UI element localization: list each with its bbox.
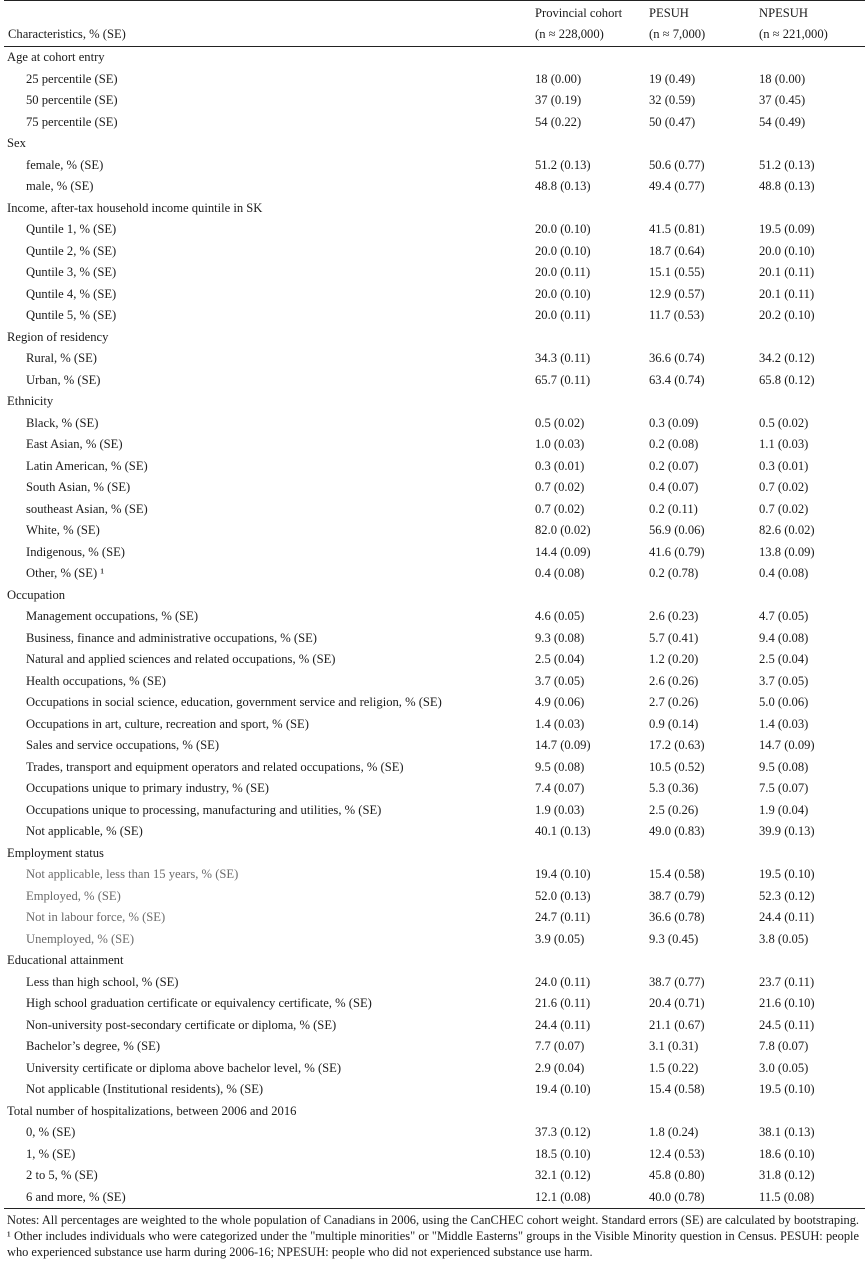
cell-value: 7.4 (0.07)	[535, 781, 585, 795]
table-row	[4, 671, 865, 693]
cell-value: 45.8 (0.80)	[649, 1168, 705, 1182]
cell-value: 19.5 (0.09)	[759, 222, 815, 236]
cell-value: 38.7 (0.79)	[649, 888, 705, 903]
table-row	[4, 370, 865, 392]
row-label: Occupations in art, culture, recreation and sport, % (SE)	[26, 716, 309, 731]
cell-value: 2.6 (0.26)	[649, 673, 699, 688]
cell-value: 21.6 (0.10)	[759, 996, 815, 1010]
cell-value: 32 (0.59)	[649, 93, 696, 107]
cell-value: 41.5 (0.81)	[649, 222, 705, 236]
row-label: Less than high school, % (SE)	[26, 974, 179, 989]
table-row	[4, 778, 865, 800]
row-label: East Asian, % (SE)	[26, 437, 123, 451]
section-label: Region of residency	[7, 329, 109, 344]
cell-value: 24.4 (0.11)	[759, 910, 815, 924]
table-row	[4, 434, 865, 456]
cell-value: 4.7 (0.05)	[759, 609, 809, 623]
cell-value: 19.4 (0.10)	[535, 1082, 591, 1096]
row-label: High school graduation certificate or equivalency certificate, % (SE)	[26, 996, 372, 1010]
characteristics-table-container	[4, 0, 865, 1260]
cell-value: 19.5 (0.10)	[759, 867, 815, 881]
cell-value: 0.3 (0.09)	[649, 415, 699, 430]
characteristics-table	[4, 0, 865, 1209]
table-row	[4, 348, 865, 370]
cell-value: 49.4 (0.77)	[649, 179, 705, 193]
table-row	[4, 1187, 865, 1209]
cell-value: 51.2 (0.13)	[535, 157, 591, 172]
row-label: Business, finance and administrative occupations, % (SE)	[26, 630, 317, 645]
section-label: Employment status	[7, 845, 104, 860]
cell-value: 20.0 (0.10)	[535, 243, 591, 258]
cell-value: 0.9 (0.14)	[649, 716, 699, 731]
table-row	[4, 542, 865, 564]
cell-value: 2.7 (0.26)	[649, 695, 699, 709]
table-row	[4, 563, 865, 585]
cell-value: 36.6 (0.78)	[649, 910, 705, 924]
cell-value: 0.5 (0.02)	[759, 415, 809, 430]
table-row	[4, 1165, 865, 1187]
table-body	[4, 47, 865, 1209]
table-row	[4, 284, 865, 306]
cell-value: 19.5 (0.10)	[759, 1082, 815, 1096]
row-label: Not in labour force, % (SE)	[26, 910, 166, 924]
cell-value: 10.5 (0.52)	[649, 759, 705, 774]
cell-value: 37.3 (0.12)	[535, 1125, 591, 1139]
cell-value: 54 (0.22)	[535, 114, 582, 129]
table-row	[4, 757, 865, 779]
cell-value: 32.1 (0.12)	[535, 1168, 591, 1182]
cell-value: 49.0 (0.83)	[649, 824, 705, 838]
cell-value: 1.9 (0.03)	[535, 802, 585, 817]
row-label: South Asian, % (SE)	[26, 480, 131, 494]
cell-value: 11.7 (0.53)	[649, 308, 705, 322]
cell-value: 1.4 (0.03)	[535, 716, 585, 731]
cell-value: 15.1 (0.55)	[649, 265, 705, 279]
cell-value: 5.7 (0.41)	[649, 630, 699, 645]
table-row	[4, 692, 865, 714]
cell-value: 0.2 (0.07)	[649, 458, 699, 473]
table-row	[4, 821, 865, 843]
row-label: Occupations unique to processing, manufacturing and utilities, % (SE)	[26, 802, 382, 817]
section-row	[4, 950, 865, 972]
row-label: Latin American, % (SE)	[26, 458, 148, 473]
row-label: female, % (SE)	[26, 157, 104, 172]
cell-value: 15.4 (0.58)	[649, 1082, 705, 1096]
table-row	[4, 628, 865, 650]
col-n-provincial: (n ≈ 228,000)	[531, 24, 645, 47]
row-label: Quntile 3, % (SE)	[26, 265, 117, 279]
cell-value: 20.0 (0.11)	[535, 265, 591, 279]
cell-value: 50.6 (0.77)	[649, 157, 705, 172]
row-label: Black, % (SE)	[26, 415, 99, 430]
cell-value: 0.2 (0.11)	[649, 501, 698, 516]
cell-value: 65.7 (0.11)	[535, 372, 591, 387]
row-label: Quntile 4, % (SE)	[26, 286, 117, 301]
cell-value: 0.5 (0.02)	[535, 415, 585, 430]
table-row	[4, 993, 865, 1015]
cell-value: 3.7 (0.05)	[759, 673, 809, 688]
cell-value: 0.7 (0.02)	[535, 480, 585, 494]
table-row	[4, 1036, 865, 1058]
cell-value: 9.5 (0.08)	[535, 759, 585, 774]
cell-value: 18.5 (0.10)	[535, 1146, 591, 1161]
row-label: Quntile 2, % (SE)	[26, 243, 117, 258]
cell-value: 3.9 (0.05)	[535, 931, 585, 946]
section-label: Ethnicity	[7, 394, 54, 408]
cell-value: 14.7 (0.09)	[759, 738, 815, 752]
cell-value: 20.0 (0.10)	[535, 222, 591, 236]
cell-value: 37 (0.45)	[759, 93, 806, 107]
cell-value: 5.3 (0.36)	[649, 781, 699, 795]
cell-value: 34.2 (0.12)	[759, 351, 815, 365]
cell-value: 82.0 (0.02)	[535, 523, 591, 537]
cell-value: 7.8 (0.07)	[759, 1039, 809, 1053]
row-label: 0, % (SE)	[26, 1125, 76, 1139]
section-label: Income, after-tax household income quintile in SK	[7, 200, 263, 215]
cell-value: 9.5 (0.08)	[759, 759, 809, 774]
cell-value: 18 (0.00)	[535, 71, 582, 86]
cell-value: 24.0 (0.11)	[535, 974, 591, 989]
cell-value: 9.3 (0.08)	[535, 630, 585, 645]
cell-value: 7.7 (0.07)	[535, 1039, 585, 1053]
cell-value: 54 (0.49)	[759, 114, 806, 129]
row-label: southeast Asian, % (SE)	[26, 501, 148, 516]
row-label: Health occupations, % (SE)	[26, 673, 166, 688]
cell-value: 0.4 (0.07)	[649, 480, 699, 494]
col-header-provincial: Provincial cohort	[531, 1, 645, 25]
cell-value: 21.6 (0.11)	[535, 996, 591, 1010]
cell-value: 40.0 (0.78)	[645, 1187, 755, 1209]
row-label: 1, % (SE)	[26, 1146, 76, 1161]
cell-value: 0.4 (0.08)	[535, 566, 585, 580]
table-row	[4, 241, 865, 263]
cell-value: 1.0 (0.03)	[535, 437, 585, 451]
col-header-characteristics: Characteristics, % (SE)	[4, 24, 531, 47]
table-row	[4, 90, 865, 112]
cell-value: 1.4 (0.03)	[759, 716, 809, 731]
cell-value: 41.6 (0.79)	[649, 544, 705, 559]
cell-value: 82.6 (0.02)	[759, 523, 815, 537]
cell-value: 24.7 (0.11)	[535, 910, 591, 924]
row-label: University certificate or diploma above bachelor level, % (SE)	[26, 1060, 342, 1075]
cell-value: 39.9 (0.13)	[759, 824, 815, 838]
table-row	[4, 1015, 865, 1037]
section-label: Occupation	[7, 587, 66, 602]
cell-value: 50 (0.47)	[649, 114, 696, 129]
row-label: Indigenous, % (SE)	[26, 544, 125, 559]
row-label: 2 to 5, % (SE)	[26, 1168, 98, 1182]
table-row	[4, 69, 865, 91]
row-label: Trades, transport and equipment operators and related occupations, % (SE)	[26, 759, 404, 774]
row-label: Sales and service occupations, % (SE)	[26, 738, 220, 752]
row-label: Not applicable (Institutional residents), % (SE)	[26, 1082, 264, 1096]
table-row	[4, 305, 865, 327]
table-row	[4, 176, 865, 198]
cell-value: 0.7 (0.02)	[759, 501, 809, 516]
table-row	[4, 606, 865, 628]
cell-value: 20.0 (0.10)	[535, 286, 591, 301]
cell-value: 38.1 (0.13)	[759, 1125, 815, 1139]
cell-value: 24.4 (0.11)	[535, 1017, 591, 1032]
table-row	[4, 1079, 865, 1101]
row-label: Rural, % (SE)	[26, 351, 97, 365]
cell-value: 0.4 (0.08)	[759, 566, 809, 580]
table-row	[4, 907, 865, 929]
row-label: Urban, % (SE)	[26, 372, 101, 387]
cell-value: 0.3 (0.01)	[535, 458, 585, 473]
cell-value: 1.2 (0.20)	[649, 652, 699, 666]
cell-value: 14.7 (0.09)	[535, 738, 591, 752]
cell-value: 18.7 (0.64)	[649, 243, 705, 258]
cell-value: 48.8 (0.13)	[535, 179, 591, 193]
section-row	[4, 1101, 865, 1123]
section-label: Sex	[7, 136, 26, 150]
cell-value: 12.1 (0.08)	[531, 1187, 645, 1209]
table-row	[4, 219, 865, 241]
cell-value: 18.6 (0.10)	[759, 1146, 815, 1161]
cell-value: 31.8 (0.12)	[759, 1168, 815, 1182]
row-label: Quntile 1, % (SE)	[26, 222, 117, 236]
cell-value: 36.6 (0.74)	[649, 351, 705, 365]
table-row	[4, 929, 865, 951]
cell-value: 23.7 (0.11)	[759, 974, 815, 989]
table-row	[4, 800, 865, 822]
cell-value: 2.5 (0.26)	[649, 802, 699, 817]
table-row	[4, 886, 865, 908]
table-row	[4, 714, 865, 736]
table-row	[4, 649, 865, 671]
cell-value: 2.6 (0.23)	[649, 609, 699, 623]
cell-value: 12.9 (0.57)	[649, 286, 705, 301]
cell-value: 9.3 (0.45)	[649, 931, 699, 946]
table-row	[4, 1144, 865, 1166]
row-label: Occupations in social science, education, government service and religion, % (SE)	[26, 695, 442, 709]
cell-value: 9.4 (0.08)	[759, 630, 809, 645]
cell-value: 4.9 (0.06)	[535, 695, 585, 709]
cell-value: 13.8 (0.09)	[759, 544, 815, 559]
cell-value: 0.7 (0.02)	[535, 501, 585, 516]
cell-value: 0.2 (0.78)	[649, 566, 699, 580]
cell-value: 14.4 (0.09)	[535, 544, 591, 559]
section-row	[4, 843, 865, 865]
row-label: Bachelor’s degree, % (SE)	[26, 1039, 161, 1053]
cell-value: 34.3 (0.11)	[535, 351, 591, 365]
table-row	[4, 262, 865, 284]
table-row	[4, 864, 865, 886]
row-label: Occupations unique to primary industry, % (SE)	[26, 781, 269, 795]
section-label: Total number of hospitalizations, between 2006 and 2016	[7, 1103, 297, 1118]
cell-value: 15.4 (0.58)	[649, 867, 705, 881]
cell-value: 3.7 (0.05)	[535, 673, 585, 688]
cell-value: 3.0 (0.05)	[759, 1060, 809, 1075]
row-label: Other, % (SE) ¹	[26, 566, 105, 580]
row-label: White, % (SE)	[26, 523, 100, 537]
section-label: Age at cohort entry	[7, 50, 105, 64]
table-row	[4, 520, 865, 542]
cell-value: 0.7 (0.02)	[759, 480, 809, 494]
table-row	[4, 1058, 865, 1080]
section-row	[4, 133, 865, 155]
row-label: Unemployed, % (SE)	[26, 931, 135, 946]
cell-value: 37 (0.19)	[535, 93, 582, 107]
cell-value: 2.5 (0.04)	[759, 652, 809, 666]
col-n-pesuh: (n ≈ 7,000)	[645, 24, 755, 47]
cell-value: 3.8 (0.05)	[759, 931, 809, 946]
row-label: Management occupations, % (SE)	[26, 609, 199, 623]
row-label: Non-university post-secondary certificate or diploma, % (SE)	[26, 1017, 337, 1032]
cell-value: 20.4 (0.71)	[649, 996, 705, 1010]
cell-value: 12.4 (0.53)	[649, 1146, 705, 1161]
cell-value: 7.5 (0.07)	[759, 781, 809, 795]
cell-value: 2.9 (0.04)	[535, 1060, 585, 1075]
row-label: Quntile 5, % (SE)	[26, 308, 117, 322]
cell-value: 4.6 (0.05)	[535, 609, 585, 623]
cell-value: 52.3 (0.12)	[759, 888, 815, 903]
col-header-npesuh: NPESUH	[755, 1, 865, 25]
cell-value: 19 (0.49)	[649, 71, 696, 86]
table-row	[4, 972, 865, 994]
cell-value: 51.2 (0.13)	[759, 157, 815, 172]
col-n-npesuh: (n ≈ 221,000)	[755, 24, 865, 47]
row-label: Not applicable, % (SE)	[26, 824, 143, 838]
table-row	[4, 112, 865, 134]
cell-value: 0.2 (0.08)	[649, 437, 699, 451]
cell-value: 3.1 (0.31)	[649, 1039, 699, 1053]
cell-value: 20.2 (0.10)	[759, 308, 815, 322]
cell-value: 1.5 (0.22)	[649, 1060, 699, 1075]
cell-value: 18 (0.00)	[759, 71, 806, 86]
table-row	[4, 456, 865, 478]
row-label: 6 and more, % (SE)	[4, 1187, 531, 1209]
cell-value: 24.5 (0.11)	[759, 1017, 815, 1032]
section-row	[4, 327, 865, 349]
table-row	[4, 499, 865, 521]
cell-value: 1.1 (0.03)	[759, 437, 809, 451]
cell-value: 40.1 (0.13)	[535, 824, 591, 838]
cell-value: 1.8 (0.24)	[649, 1125, 699, 1139]
section-row	[4, 47, 865, 69]
section-row	[4, 198, 865, 220]
cell-value: 1.9 (0.04)	[759, 802, 809, 817]
cell-value: 21.1 (0.67)	[649, 1017, 705, 1032]
col-header-pesuh: PESUH	[645, 1, 755, 25]
table-row	[4, 155, 865, 177]
table-row	[4, 413, 865, 435]
cell-value: 20.0 (0.11)	[535, 308, 591, 322]
row-label: Not applicable, less than 15 years, % (SE)	[26, 867, 239, 881]
cell-value: 11.5 (0.08)	[755, 1187, 865, 1209]
cell-value: 2.5 (0.04)	[535, 652, 585, 666]
row-label: 75 percentile (SE)	[26, 114, 118, 129]
table-row	[4, 735, 865, 757]
row-label: 50 percentile (SE)	[26, 93, 118, 107]
row-label: 25 percentile (SE)	[26, 71, 118, 86]
cell-value: 52.0 (0.13)	[535, 888, 591, 903]
cell-value: 20.1 (0.11)	[759, 265, 815, 279]
table-header	[4, 1, 865, 47]
cell-value: 38.7 (0.77)	[649, 974, 705, 989]
table-row	[4, 477, 865, 499]
row-label: male, % (SE)	[26, 179, 94, 193]
table-row	[4, 1122, 865, 1144]
cell-value: 17.2 (0.63)	[649, 738, 705, 752]
row-label: Natural and applied sciences and related occupations, % (SE)	[26, 652, 336, 666]
cell-value: 20.0 (0.10)	[759, 243, 815, 258]
cell-value: 63.4 (0.74)	[649, 372, 705, 387]
section-label: Educational attainment	[7, 953, 124, 967]
cell-value: 65.8 (0.12)	[759, 372, 815, 387]
cell-value: 20.1 (0.11)	[759, 286, 815, 301]
section-row	[4, 585, 865, 607]
cell-value: 0.3 (0.01)	[759, 458, 809, 473]
table-notes: Notes: All percentages are weighted to the whole population of Canadians in 2006, using the CanCHEC cohort weight. Standard errors (SE) are calculated by bootstraping. ¹ Other includes individuals who were categorized under the "multiple minorities" or "Middle Easterns" groups in the Visible Minority question in Census. PESUH: people who experienced substance use harm during 2006-16; NPESUH: people who did not experienced substance use harm.	[7, 1213, 859, 1259]
cell-value: 56.9 (0.06)	[649, 523, 705, 537]
cell-value: 48.8 (0.13)	[759, 179, 815, 193]
cell-value: 5.0 (0.06)	[759, 695, 809, 709]
row-label: Employed, % (SE)	[26, 888, 121, 903]
cell-value: 19.4 (0.10)	[535, 867, 591, 881]
section-row	[4, 391, 865, 413]
